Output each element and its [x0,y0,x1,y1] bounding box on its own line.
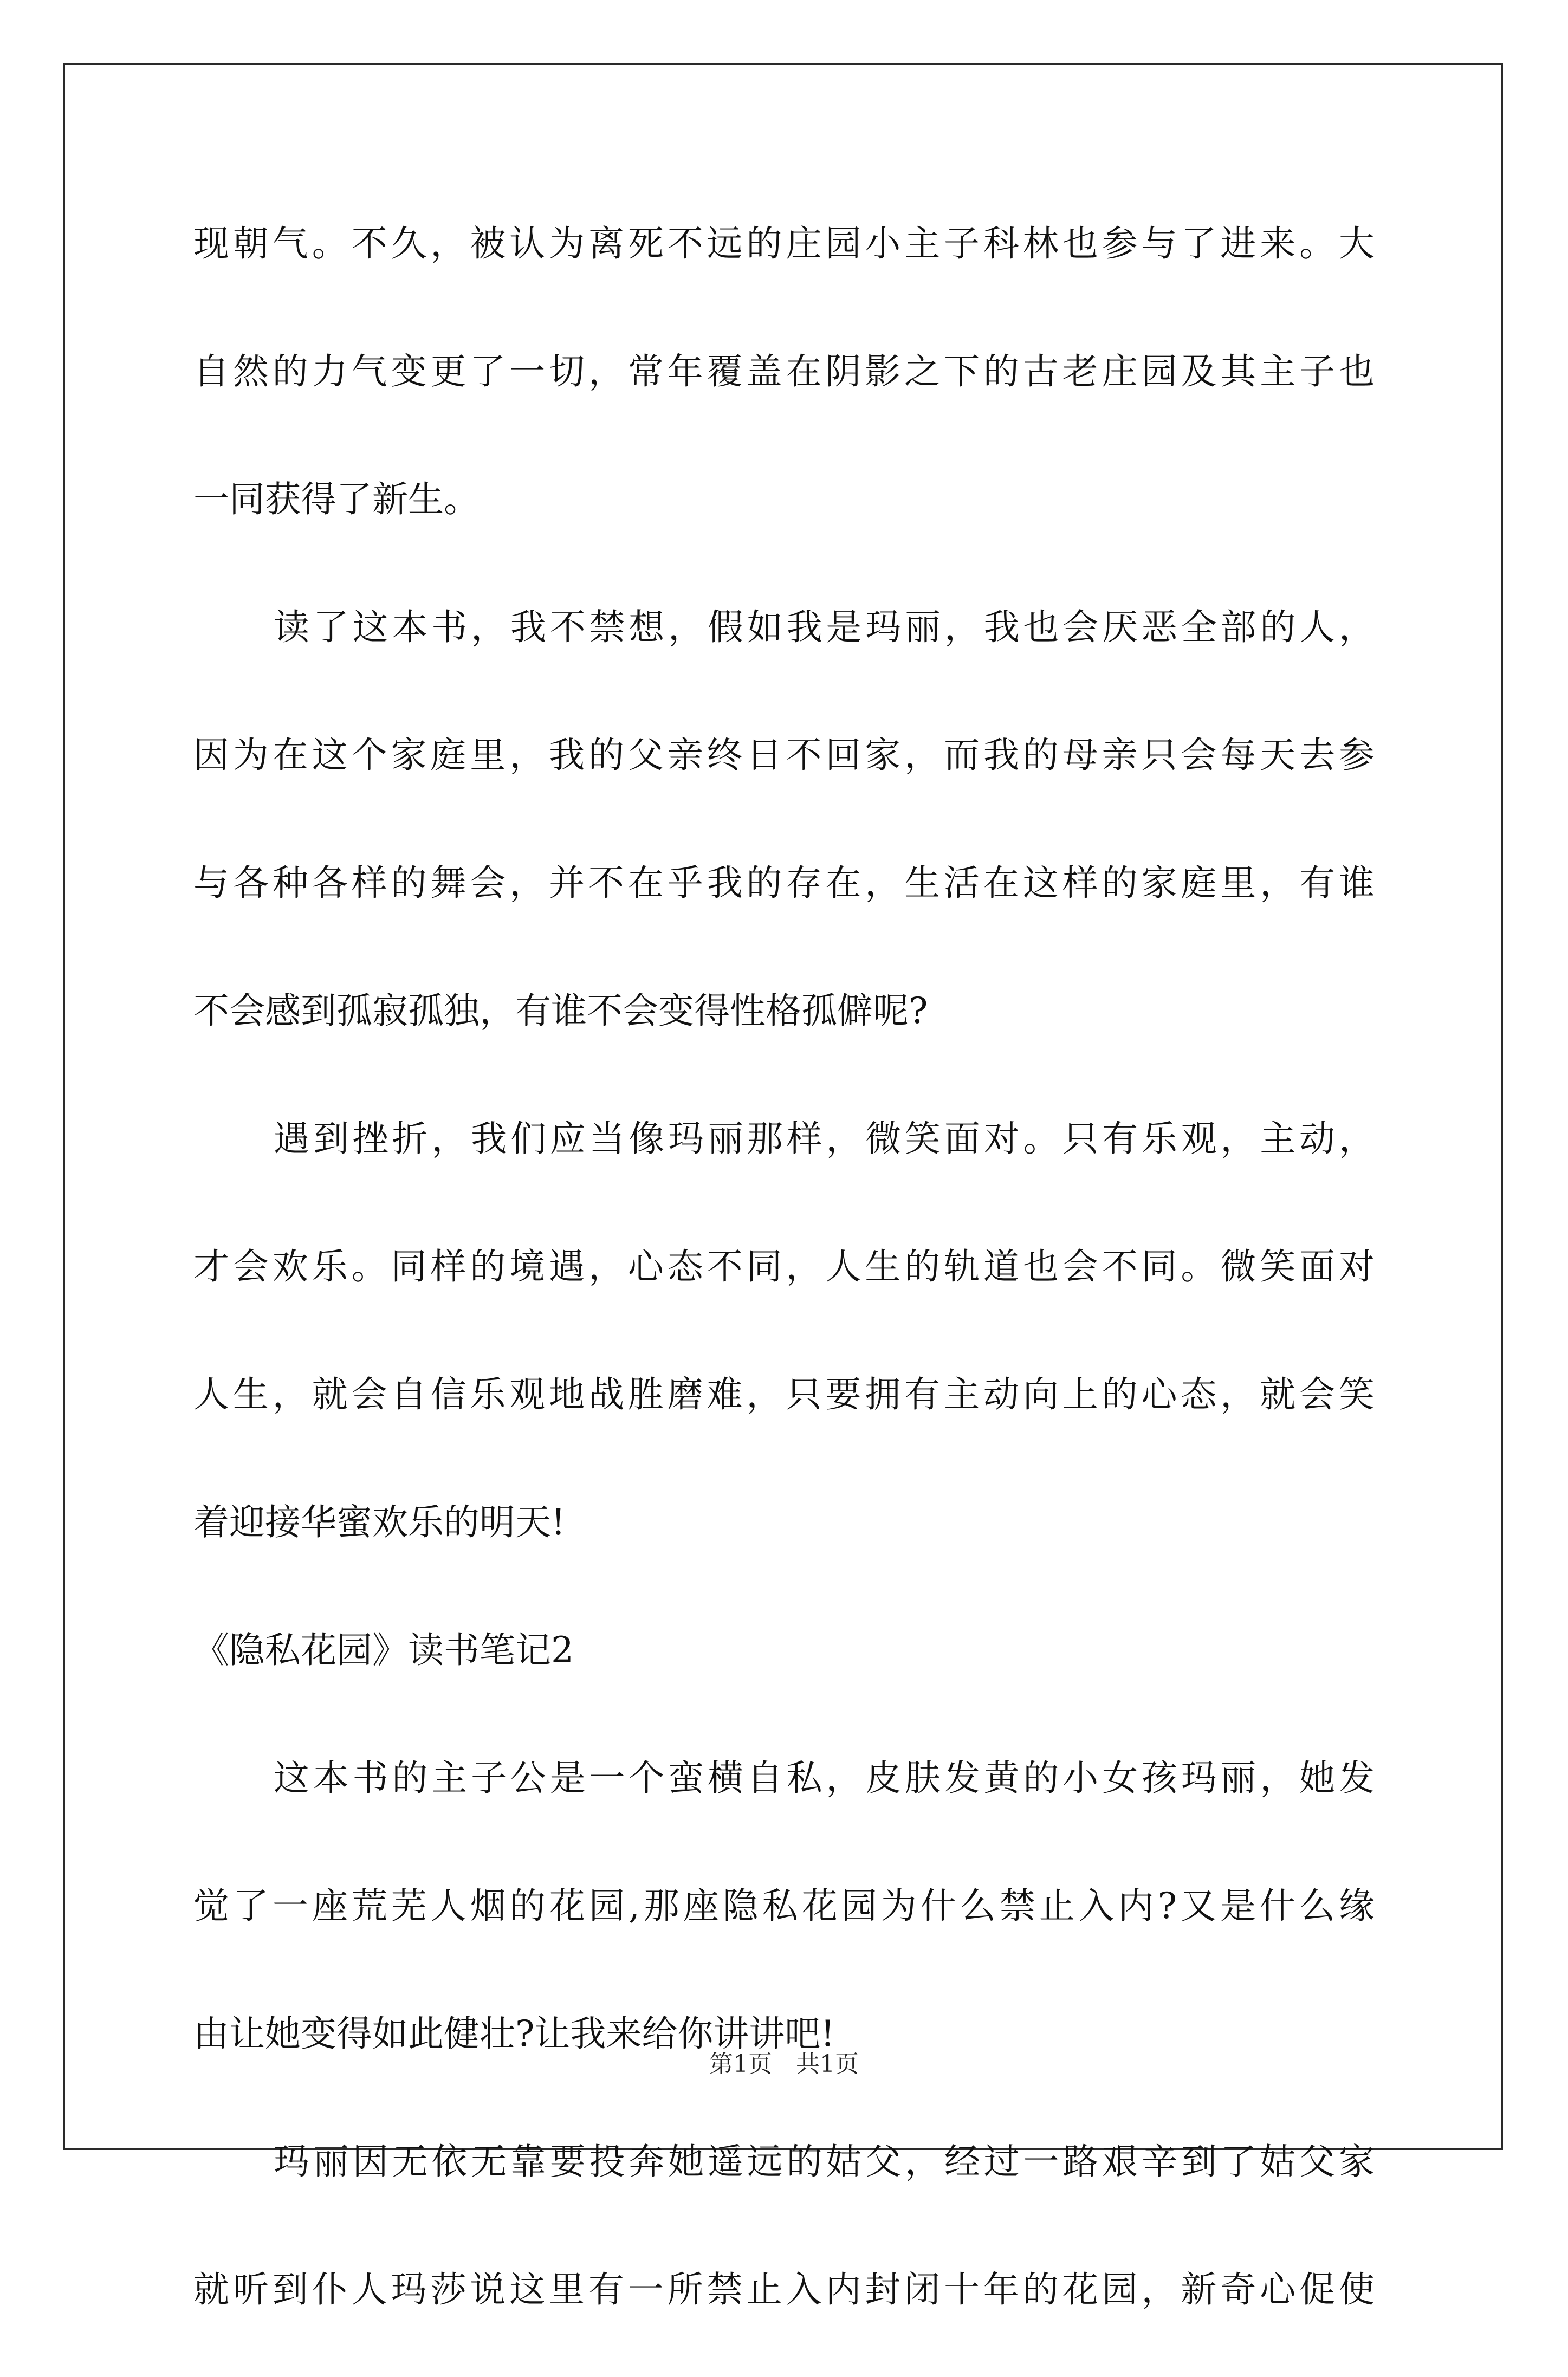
paragraph-line: 一同获得了新生。 [193,478,480,520]
paragraph-line: 因为在这个家庭里，我的父亲终日不回家，而我的母亲只会每天去参 [193,734,1375,776]
paragraph-line: 人生，就会自信乐观地战胜磨难，只要拥有主动向上的心态，就会笑 [193,1374,1375,1415]
section-heading: 《隐私花园》读书笔记2 [193,1629,574,1671]
paragraph-line: 才会欢乐。同样的境遇，心态不同，人生的轨道也会不同。微笑面对 [193,1246,1375,1287]
paragraph-line: 由让她变得如此健壮?让我来给你讲讲吧! [193,2013,835,2055]
paragraph-line: 与各种各样的舞会，并不在乎我的存在，生活在这样的家庭里，有谁 [193,862,1375,904]
paragraph-line: 现朝气。不久，被认为离死不远的庄园小主子科林也参与了进来。大 [193,223,1375,264]
paragraph-line: 着迎接华蜜欢乐的明天! [193,1501,566,1543]
paragraph-line: 遇到挫折，我们应当像玛丽那样，微笑面对。只有乐观，主动， [274,1118,1375,1160]
paragraph-line: 不会感到孤寂孤独，有谁不会变得性格孤僻呢? [193,990,928,1032]
paragraph-line: 读了这本书，我不禁想，假如我是玛丽，我也会厌恶全部的人， [274,606,1375,648]
page-footer: 第1页 共1页 [709,2050,859,2078]
paragraph-line: 就听到仆人玛莎说这里有一所禁止入内封闭十年的花园，新奇心促使 [193,2269,1375,2310]
paragraph-line: 觉了一座荒芜人烟的花园,那座隐私花园为什么禁止入内?又是什么缘 [193,1885,1375,1927]
paragraph-line: 自然的力气变更了一切，常年覆盖在阴影之下的古老庄园及其主子也 [193,351,1375,392]
paragraph-line: 这本书的主子公是一个蛮横自私，皮肤发黄的小女孩玛丽，她发 [274,1757,1375,1799]
paragraph-line: 玛丽因无依无靠要投奔她遥远的姑父，经过一路艰辛到了姑父家 [274,2141,1375,2182]
